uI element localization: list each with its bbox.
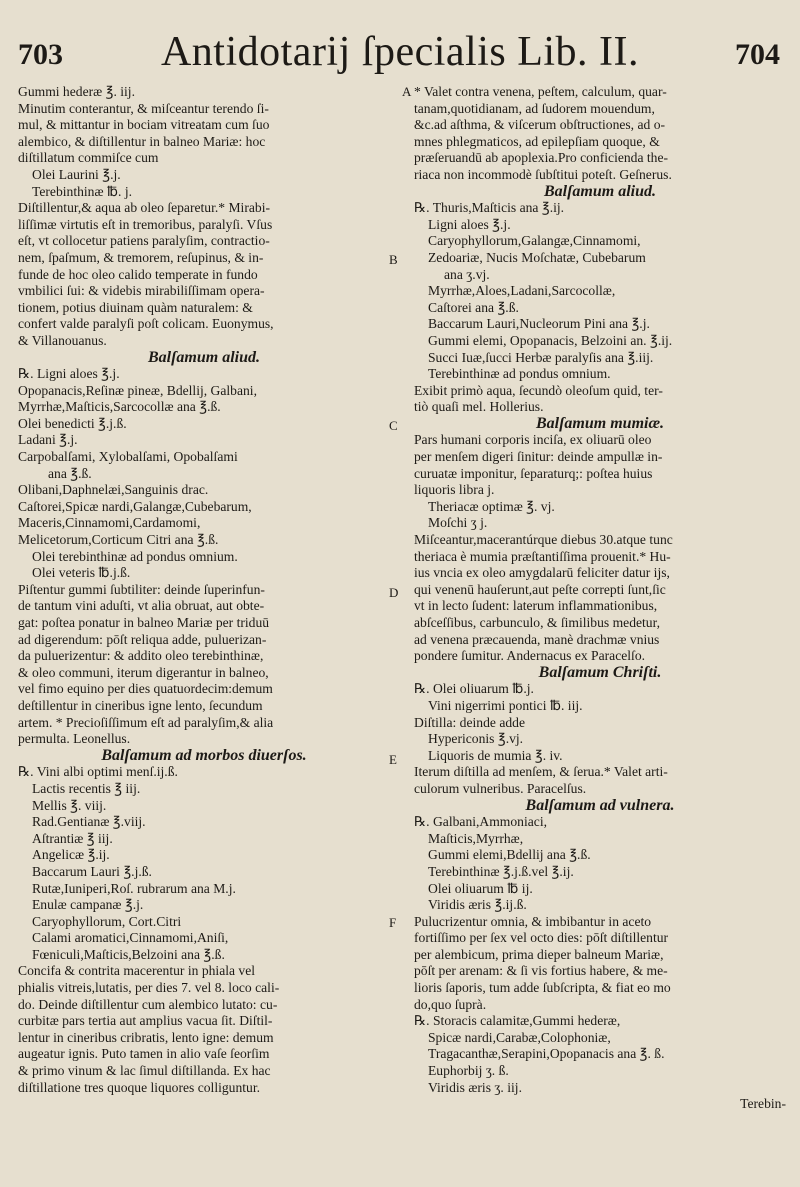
- text-line: Exibit primò aqua, ſecundò oleoſum quid, ter-: [414, 382, 663, 398]
- text-line: Hypericonis ℥.vj.: [428, 731, 524, 747]
- text-line: * Valet contra venena, peſtem, calculum, quar-: [414, 84, 667, 99]
- text-line: alembico, & diſtillentur in balneo Mariæ: hoc: [18, 133, 266, 149]
- text-line: Concifa & contrita macerentur in phiala vel: [18, 963, 256, 979]
- text-line: Caſtorei ana ℥.ß.: [428, 299, 519, 315]
- text-line: vel fimo equino per dies quatuordecim:demum: [18, 681, 273, 697]
- text-line: Tragacanthæ,Serapini,Opopanacis ana ℥. ß.: [428, 1046, 665, 1062]
- margin-letter-b: B: [389, 252, 398, 267]
- text-line: gat: poſtea ponatur in balneo Mariæ per triduū: [18, 615, 270, 630]
- text-line: Olei benedicti ℥.j.ß.: [18, 415, 127, 431]
- text-line: Euphorbij ʒ. ß.: [428, 1063, 509, 1079]
- text-line: Vini nigerrimi pontici ℔. iij.: [428, 697, 583, 713]
- text-line: ad venena præcauenda, manè drachmæ vnius: [414, 631, 660, 647]
- text-line: lioris ſaporis, tum adde ſubſcripta, & fiat eo mo: [414, 980, 671, 996]
- text-line: Ladani ℥.j.: [18, 432, 78, 448]
- text-line: tionem, potius diuinam quàm naturalem: &: [18, 299, 253, 315]
- text-line: ℞. Olei oliuarum ℔.j.: [414, 681, 534, 697]
- text-line: Zedoariæ, Nucis Moſchatæ, Cubebarum: [428, 249, 646, 265]
- text-line: ana ʒ.vj.: [444, 266, 490, 282]
- text-line: ℞. Vini albi optimi menſ.ij.ß.: [18, 764, 178, 780]
- text-line: mnes phlegmaticos, ad epilepſiam quoque, &: [414, 133, 660, 149]
- text-line: ℞. Galbani,Ammoniaci,: [414, 814, 547, 830]
- text-line: Diſtilla: deinde adde: [414, 714, 525, 730]
- text-line: curbitæ pars tertia aut amplius vacua ſit. Diſtil-: [18, 1013, 273, 1029]
- text-line: riaca non incommodè ſubſtitui poteſt. Geſnerus.: [414, 166, 672, 182]
- text-line: ℞. Thuris,Maſticis ana ℥.ij.: [414, 200, 565, 216]
- text-line: per alembicum, prima dieper balneum Mariæ,: [414, 946, 664, 962]
- text-line: & oleo communi, iterum digerantur in balneo,: [18, 664, 269, 680]
- text-line: Caryophyllorum,Galangæ,Cinnamomi,: [428, 233, 641, 249]
- text-line: ℞. Ligni aloes ℥.j.: [18, 366, 120, 382]
- text-line: diſtillatione tres quoque liquores colliguntur.: [18, 1079, 261, 1095]
- text-line: do,quo ſuprà.: [414, 996, 487, 1012]
- text-line: mul, & mittantur in bociam vitreatam cum ſuo: [18, 117, 270, 133]
- text-line: & Villanouanus.: [18, 332, 107, 348]
- text-line: augeatur ignis. Puto tamen in alio vaſe ſeorſim: [18, 1046, 270, 1062]
- text-line: præſeruandū ab apoplexia.Pro conficienda the-: [414, 150, 669, 166]
- text-line: pōſt per arenam: & ſi vis fortius habere, & me-: [414, 963, 668, 979]
- text-line: phialis vitreis,lutatis, per dies 7. vel 8. loco cali-: [18, 980, 280, 996]
- text-line: Myrrhæ,Maſticis,Sarcocollæ ana ℥.ß.: [18, 399, 221, 415]
- margin-letter-f: F: [389, 915, 397, 930]
- text-line: Terebinthinæ ad pondus omnium.: [428, 366, 611, 382]
- text-line: permulta. Leonellus.: [18, 731, 131, 747]
- text-line: ius vncia ex oleo amygdalarū feliciter datur ijs,: [414, 565, 670, 581]
- text-line: Terebinthinæ ℔. j.: [32, 183, 133, 199]
- text-line: Lactis recentis ℥ iij.: [32, 780, 141, 796]
- text-line: Liquoris de mumia ℥. iv.: [428, 747, 563, 763]
- text-line: pondere ſumitur. Andernacus ex Paracelſo.: [414, 648, 646, 664]
- text-line: funde de hoc oleo calido temperate in fundo: [18, 266, 258, 282]
- text-line: Mellis ℥. viij.: [32, 797, 107, 813]
- text-line: theriaca è mumia præſtantiſſima prouenit.* Hu-: [414, 548, 671, 564]
- text-line: Myrrhæ,Aloes,Ladani,Sarcocollæ,: [428, 283, 616, 299]
- text-line: Terebinthinæ ℥.j.ß.vel ℥.ij.: [428, 863, 574, 879]
- page-title: Antidotarij ſpecialis Lib. II.: [160, 29, 640, 75]
- text-line: tanam,quotidianam, ad ſudorem mouendum,: [414, 100, 655, 116]
- section-heading: Balſamum aliud.: [147, 348, 261, 366]
- section-heading: Balſamum mumiæ.: [535, 414, 665, 432]
- text-line: Opopanacis,Reſinæ pineæ, Bdellij, Galbani,: [18, 382, 257, 398]
- text-line: Rad.Gentianæ ℥.viij.: [32, 814, 146, 830]
- section-heading: Balſamum Chriſti.: [538, 663, 662, 681]
- text-line: deſtillentur in cineribus igne lento, ſecundum: [18, 697, 263, 713]
- text-line: Olibani,Daphnelæi,Sanguinis drac.: [18, 482, 209, 498]
- text-line: Piſtentur gummi ſubtiliter: deinde ſuperinfun-: [18, 581, 265, 597]
- text-line: Rutæ,Iuniperi,Roſ. rubrarum ana M.j.: [32, 880, 236, 896]
- text-line: Ligni aloes ℥.j.: [428, 216, 511, 232]
- text-line: Minutim conterantur, & miſceantur terendo ſi-: [18, 100, 269, 116]
- page-number-right: 704: [735, 38, 780, 71]
- text-line: do. Deinde diſtillentur cum alembico lutato: cu-: [18, 996, 278, 1012]
- text-line: Miſceantur,macerantúrque diebus 30.atque tunc: [414, 532, 673, 548]
- page-number-left: 703: [18, 38, 63, 71]
- text-line: Olei oliuarum ℔ ij.: [428, 880, 533, 896]
- right-column: [414, 84, 786, 1113]
- text-line: liquoris libra j.: [414, 482, 495, 498]
- text-line: Angelicæ ℥.ij.: [32, 847, 110, 863]
- text-line: Pars humani corporis inciſa, ex oliuarū oleo: [414, 432, 652, 448]
- text-line: per menſem digeri ſinitur: deinde ampullæ in-: [414, 449, 663, 465]
- text-line: fortiſſimo per ſex vel octo dies: pōſt diſtillentur: [414, 930, 669, 946]
- text-line: lentur in cineribus cribratis, lento igne: demum: [18, 1029, 274, 1045]
- text-line: Melicetorum,Corticum Citri ana ℥.ß.: [18, 532, 219, 548]
- text-line: Spicæ nardi,Carabæ,Colophoniæ,: [428, 1029, 611, 1045]
- text-line: vt in lecto ſudent: laterum inflammationibus,: [414, 598, 658, 614]
- text-line: nem, ſpaſmum, & tremorem, reſupinus, & in-: [18, 249, 264, 265]
- text-line: ad digerendum: pōſt reliqua adde, puluerizan-: [18, 631, 267, 647]
- text-line: Baccarum Lauri ℥.j.ß.: [32, 863, 152, 879]
- left-column: [18, 84, 390, 1096]
- text-line: Calami aromatici,Cinnamomi,Aniſi,: [32, 930, 229, 946]
- text-line: Gummi elemi,Bdellij ana ℥.ß.: [428, 847, 591, 863]
- text-line: diſtillatum commiſce cum: [18, 150, 159, 166]
- text-line: Gummi hederæ ℥. iij.: [18, 84, 135, 99]
- text-line: de tantum vini aduſti, vt alia obruat, aut obte-: [18, 598, 265, 614]
- text-line: Caſtorei,Spicæ nardi,Galangæ,Cubebarum,: [18, 498, 252, 514]
- text-line: Succi Iuæ,ſucci Herbæ paralyſis ana ℥.iij.: [428, 349, 654, 365]
- text-line: abſceſſibus, carbunculo, & ſimilibus medetur,: [414, 615, 660, 630]
- text-line: Moſchi ʒ j.: [428, 515, 488, 531]
- text-line: Maceris,Cinnamomi,Cardamomi,: [18, 515, 201, 531]
- text-line: Olei veteris ℔.j.ß.: [32, 565, 131, 581]
- text-line: Viridis æris ℥.ij.ß.: [428, 897, 527, 913]
- margin-letter-a: A: [402, 84, 412, 99]
- margin-letter-e: E: [389, 752, 397, 767]
- text-line: ana ℥.ß.: [48, 465, 92, 481]
- text-line: Olei terebinthinæ ad pondus omnium.: [32, 548, 238, 564]
- text-line: Terebin-: [740, 1096, 786, 1112]
- text-line: Theriacæ optimæ ℥. vj.: [428, 498, 555, 514]
- text-line: Iterum diſtilla ad menſem, & ſerua.* Valet arti-: [414, 764, 668, 780]
- text-line: culorum vulneribus. Paracelſus.: [414, 780, 587, 796]
- text-line: Gummi elemi, Opopanacis, Belzoini an. ℥.ij.: [428, 332, 673, 348]
- text-line: artem. * Precioſiſſimum eſt ad paralyſim,& alia: [18, 714, 274, 730]
- text-line: Viridis æris ʒ. iij.: [428, 1079, 522, 1095]
- margin-letter-d: D: [389, 585, 399, 600]
- margin-letter-c: C: [389, 418, 398, 433]
- section-heading: Balſamum ad morbos diuerſos.: [101, 746, 307, 764]
- text-line: Diſtillentur,& aqua ab oleo ſeparetur.* Mirabi-: [18, 200, 270, 216]
- text-line: Pulucrizentur omnia, & imbibantur in aceto: [414, 913, 652, 929]
- section-heading: Balſamum ad vulnera.: [525, 796, 675, 814]
- text-line: liſſimæ virtutis eſt in tremoribus, paralyſi. Vſus: [18, 216, 273, 232]
- text-line: Olei Laurini ℥.j.: [32, 166, 121, 182]
- text-line: qui venenū hauſerunt,aut peſte correpti ſunt,ſic: [414, 581, 666, 597]
- text-line: Caryophyllorum, Cort.Citri: [32, 913, 182, 929]
- text-line: vmbilici ſui: & videbis mirabiliſſimam opera-: [18, 283, 265, 299]
- text-line: confert valde paralyſi poſt colicam. Euonymus,: [18, 316, 274, 332]
- text-line: Enulæ campanæ ℥.j.: [32, 897, 144, 913]
- text-line: eſt, vt collocetur patiens paralyſim, contractio-: [18, 233, 270, 249]
- text-line: tiò quaſi mel. Hollerius.: [414, 399, 544, 415]
- text-line: & primo vinum & lac ſimul diſtillanda. Ex hac: [18, 1063, 271, 1079]
- text-line: Aſtrantiæ ℥ iij.: [32, 830, 113, 846]
- text-line: da puluerizentur: & addito oleo terebinthinæ,: [18, 648, 264, 664]
- text-line: Maſticis,Myrrhæ,: [428, 830, 524, 846]
- text-line: &c.ad aſthma, & viſcerum obſtructiones, ad o-: [414, 117, 666, 133]
- running-header: [0, 29, 800, 86]
- section-heading: Balſamum aliud.: [543, 182, 657, 200]
- text-line: Fœniculi,Maſticis,Belzoini ana ℥.ß.: [32, 946, 225, 962]
- text-line: Carpobalſami, Xylobalſami, Opobalſami: [18, 449, 238, 465]
- text-line: Baccarum Lauri,Nucleorum Pini ana ℥.j.: [428, 316, 650, 332]
- text-line: curuatæ imponitur, ſeparaturq;: poſtea huius: [414, 465, 653, 481]
- text-line: ℞. Storacis calamitæ,Gummi hederæ,: [414, 1013, 621, 1029]
